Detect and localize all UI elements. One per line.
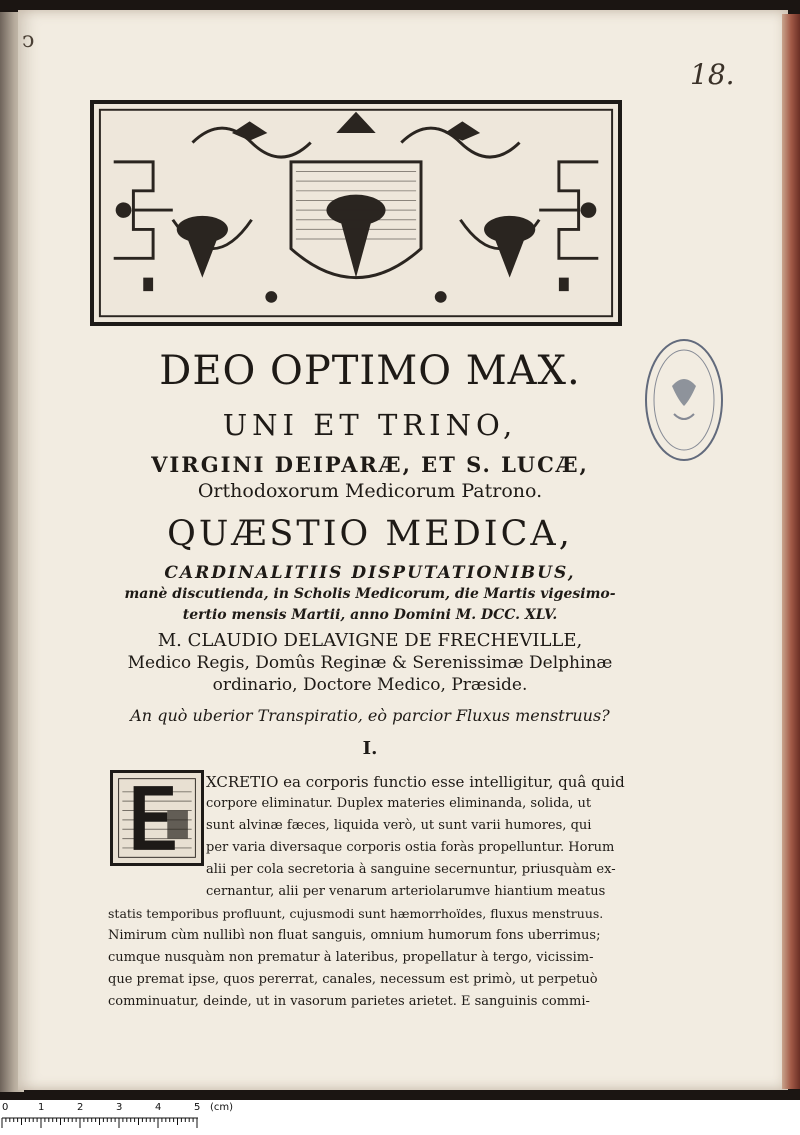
ruler-unit: (cm)	[210, 1102, 234, 1113]
praeses-line-3: ordinario, Doctore Medico, Præside.	[212, 675, 528, 695]
section-number: I.	[362, 738, 378, 759]
questio-line-2: manè discutienda, in Scholis Medicorum, die Martis vigesimo-	[124, 586, 616, 602]
body-line-9: cumque nusquàm non prematur à lateribus, propellatur à tergo, vicissim-	[108, 950, 594, 965]
dedication-line-4: Orthodoxorum Medicorum Patrono.	[197, 480, 543, 502]
page-right-edge	[782, 14, 800, 1089]
ruler-label-0: 0	[2, 1102, 9, 1113]
ruler-label-4: 4	[155, 1102, 162, 1113]
body-line-6: cernantur, alii per venarum arteriolarumve hiantium meatus	[206, 884, 606, 899]
scale-ruler	[0, 1100, 800, 1135]
body-line-3: sunt alvinæ fæces, liquida verò, ut sunt varii humores, qui	[206, 818, 592, 833]
ruler-label-2: 2	[77, 1102, 84, 1113]
dropcap-e	[110, 770, 204, 866]
ruler-label-3: 3	[116, 1102, 123, 1113]
body-line-10: que premat ipse, quos pererrat, canales, necessum est primò, ut perpetuò	[108, 972, 598, 987]
dedication-line-2: UNI ET TRINO,	[222, 408, 518, 442]
body-line-11: comminuatur, deinde, ut in vasorum parietes arietet. E sanguinis commi-	[108, 994, 590, 1009]
questio-title: QUÆSTIO MEDICA,	[167, 514, 573, 554]
question: An quò uberior Transpiratio, eò parcior Fluxus menstruus?	[130, 706, 610, 725]
folio-number: 18.	[690, 58, 735, 91]
body-line-2: corpore eliminatur. Duplex materies eliminanda, solida, ut	[206, 796, 592, 811]
ruler-label-1: 1	[38, 1102, 45, 1113]
questio-line-3: tertio mensis Martii, anno Domini M. DCC. XLV.	[182, 607, 558, 623]
praeses-line-2: Medico Regis, Domûs Reginæ & Serenissimæ Delphinæ	[127, 653, 613, 673]
body-line-4: per varia diversaque corporis ostia foràs propelluntur. Horum	[206, 840, 615, 855]
corner-mark: ↄ	[22, 28, 35, 53]
dedication-line-3: VIRGINI DEIPARÆ, ET S. LUCÆ,	[151, 452, 589, 477]
ruler-label-5: 5	[194, 1102, 201, 1113]
body-line-7: statis temporibus profluunt, cujusmodi sunt hæmorrhoïdes, fluxus menstruus.	[108, 906, 604, 921]
body-line-1: XCRETIO ea corporis functio esse intelligitur, quâ quid	[206, 773, 625, 791]
body-line-5: alii per cola secretoria à sanguine secernuntur, priusquàm ex-	[206, 862, 616, 877]
questio-line-1: CARDINALITIIS DISPUTATIONIBUS,	[164, 563, 576, 583]
body-line-8: Nimirum cùm nullibì non fluat sanguis, omnium humorum fons uberrimus;	[108, 928, 601, 943]
dedication-line-1: DEO OPTIMO MAX.	[159, 348, 581, 394]
praeses-line-1: M. CLAUDIO DELAVIGNE DE FRECHEVILLE,	[157, 630, 583, 651]
headpiece-ornament	[90, 100, 622, 326]
library-stamp	[642, 336, 726, 464]
